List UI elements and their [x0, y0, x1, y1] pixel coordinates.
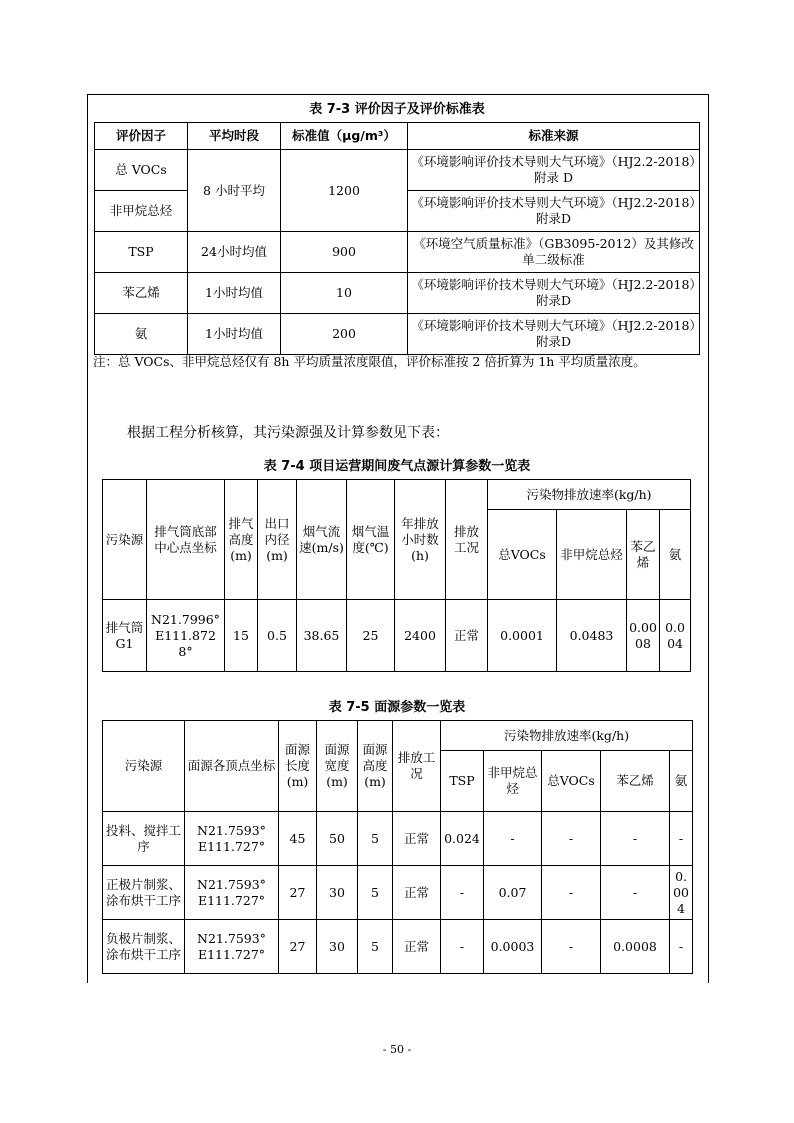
styrene-cell: 0.0008	[601, 920, 670, 974]
coord-cell	[185, 920, 279, 974]
period-cell: 8 小时平均	[188, 150, 281, 232]
flow-cell: 38.65	[297, 600, 347, 672]
source-cell: 负极片制浆、涂布烘干工序	[103, 920, 185, 974]
nmhc-cell: -	[484, 812, 542, 866]
factor-cell: 非甲烷总烃	[95, 191, 188, 232]
coord-north: N21.7996°	[151, 611, 220, 627]
height-cell: 5	[358, 920, 393, 974]
header-ammonia: 氨	[660, 510, 691, 600]
header-ammonia: 氨	[670, 751, 693, 812]
coord-north: N21.7593°	[197, 930, 266, 946]
header-diameter: 出口内径(m)	[258, 480, 297, 600]
coord-east: E111.8728°	[155, 627, 216, 659]
intro-paragraph: 根据工程分析核算，其污染源强及计算参数见下表：	[127, 425, 449, 441]
source-cell: 《环境影响评价技术导则大气环境》（HJ2.2-2018）附录 D	[408, 150, 700, 191]
coord-north: N21.7593°	[197, 876, 266, 892]
coord-cell	[147, 600, 225, 672]
page-number: - 50 -	[382, 1043, 412, 1056]
tsp-cell: -	[441, 920, 484, 974]
styrene-cell: -	[601, 866, 670, 920]
length-cell: 27	[279, 866, 317, 920]
value-cell: 200	[281, 314, 408, 355]
value-cell: 1200	[281, 150, 408, 232]
height-cell: 5	[358, 812, 393, 866]
area-source-table	[102, 720, 693, 974]
header-flow: 烟气流速(m/s)	[297, 480, 347, 600]
factor-cell: 总 VOCs	[95, 150, 188, 191]
condition-cell: 正常	[446, 600, 488, 672]
table-7-3-note: 注：总 VOCs、非甲烷总烃仅有 8h 平均质量浓度限值，评价标准按 2 倍折算为 1h 平均质量浓度。	[93, 354, 646, 369]
height-cell: 5	[358, 866, 393, 920]
point-source-table	[102, 479, 691, 672]
header-styrene: 苯乙烯	[627, 510, 660, 600]
length-cell: 27	[279, 920, 317, 974]
header-height: 排气高度(m)	[225, 480, 258, 600]
source-cell: 正极片制浆、涂布烘干工序	[103, 866, 185, 920]
header-length: 面源长度(m)	[279, 721, 317, 812]
header-source: 污染源	[103, 721, 185, 812]
diameter-cell: 0.5	[258, 600, 297, 672]
nmhc-cell: 0.07	[484, 866, 542, 920]
nmhc-cell: 0.0483	[557, 600, 627, 672]
source-cell: 《环境影响评价技术导则大气环境》（HJ2.2-2018）附录D	[408, 191, 700, 232]
header-emission-rate: 污染物排放速率(kg/h)	[441, 721, 693, 751]
voc-cell: -	[542, 920, 601, 974]
temp-cell: 25	[347, 600, 395, 672]
ammonia-cell: -	[670, 812, 693, 866]
table-7-3-caption: 表 7-3 评价因子及评价标准表	[309, 102, 485, 117]
voc-cell: -	[542, 812, 601, 866]
evaluation-standard-table	[94, 122, 700, 355]
header-temp: 烟气温度(℃)	[347, 480, 395, 600]
coord-cell	[185, 812, 279, 866]
header-hours: 年排放小时数(h)	[395, 480, 446, 600]
ammonia-cell: 0.004	[660, 600, 691, 672]
header-source: 污染源	[103, 480, 147, 600]
ammonia-cell: 0.004	[670, 866, 693, 920]
source-cell: 《环境空气质量标准》（GB3095-2012）及其修改单二级标准	[408, 232, 700, 273]
header-value: 标准值（μg/m³）	[281, 123, 408, 150]
factor-cell: 氨	[95, 314, 188, 355]
voc-cell: 0.0001	[488, 600, 557, 672]
length-cell: 45	[279, 812, 317, 866]
header-height: 面源高度(m)	[358, 721, 393, 812]
ammonia-cell: -	[670, 920, 693, 974]
header-coord: 面源各顶点坐标	[185, 721, 279, 812]
condition-cell: 正常	[393, 866, 441, 920]
value-cell: 10	[281, 273, 408, 314]
width-cell: 30	[317, 920, 358, 974]
header-width: 面源宽度(m)	[317, 721, 358, 812]
header-emission-rate: 污染物排放速率(kg/h)	[488, 480, 691, 510]
source-cell: 《环境影响评价技术导则大气环境》（HJ2.2-2018）附录D	[408, 314, 700, 355]
coord-east: E111.727°	[197, 838, 266, 854]
header-styrene: 苯乙烯	[601, 751, 670, 812]
width-cell: 30	[317, 866, 358, 920]
header-nmhc: 非甲烷总烃	[557, 510, 627, 600]
coord-north: N21.7593°	[197, 822, 266, 838]
header-voc: 总VOCs	[542, 751, 601, 812]
styrene-cell: 0.0008	[627, 600, 660, 672]
header-period: 平均时段	[188, 123, 281, 150]
header-nmhc: 非甲烷总烃	[484, 751, 542, 812]
header-condition: 排放工况	[393, 721, 441, 812]
header-voc: 总VOCs	[488, 510, 557, 600]
height-cell: 15	[225, 600, 258, 672]
coord-cell	[185, 866, 279, 920]
header-source: 标准来源	[408, 123, 700, 150]
header-tsp: TSP	[441, 751, 484, 812]
source-cell: 排气筒G1	[103, 600, 147, 672]
voc-cell: -	[542, 866, 601, 920]
header-coord: 排气筒底部中心点坐标	[147, 480, 225, 600]
period-cell: 1小时均值	[188, 314, 281, 355]
header-factor: 评价因子	[95, 123, 188, 150]
period-cell: 24小时均值	[188, 232, 281, 273]
factor-cell: TSP	[95, 232, 188, 273]
coord-east: E111.727°	[197, 946, 266, 962]
tsp-cell: -	[441, 866, 484, 920]
period-cell: 1小时均值	[188, 273, 281, 314]
coord-east: E111.727°	[197, 892, 266, 908]
header-condition: 排放工况	[446, 480, 488, 600]
hours-cell: 2400	[395, 600, 446, 672]
condition-cell: 正常	[393, 920, 441, 974]
source-cell: 投料、搅拌工序	[103, 812, 185, 866]
factor-cell: 苯乙烯	[95, 273, 188, 314]
table-7-5-caption: 表 7-5 面源参数一览表	[328, 700, 466, 715]
styrene-cell: -	[601, 812, 670, 866]
condition-cell: 正常	[393, 812, 441, 866]
table-7-4-caption: 表 7-4 项目运营期间废气点源计算参数一览表	[263, 459, 531, 474]
width-cell: 50	[317, 812, 358, 866]
value-cell: 900	[281, 232, 408, 273]
nmhc-cell: 0.0003	[484, 920, 542, 974]
tsp-cell: 0.024	[441, 812, 484, 866]
source-cell: 《环境影响评价技术导则大气环境》（HJ2.2-2018）附录D	[408, 273, 700, 314]
